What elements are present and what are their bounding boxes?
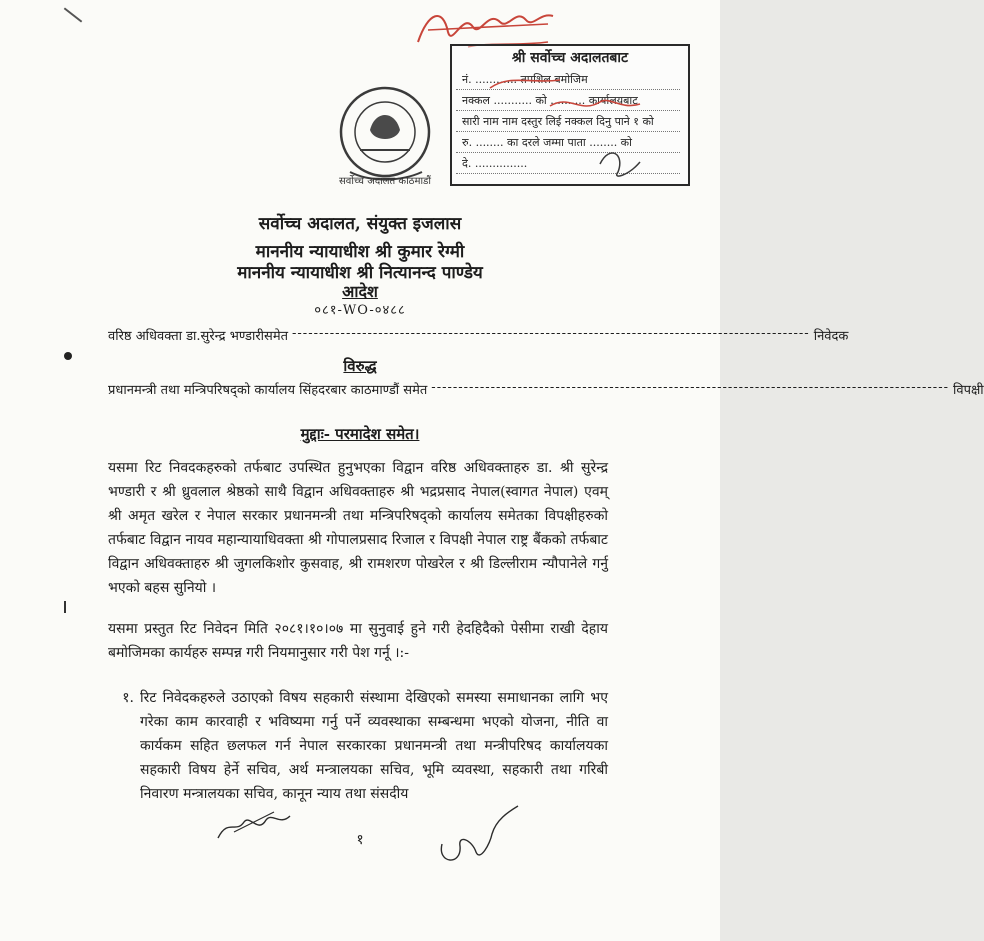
judge-1: माननीय न्यायाधीश श्री कुमार रेग्मी bbox=[255, 242, 465, 262]
seal-text: सर्वोच्च अदालत काठमाडौं bbox=[339, 176, 431, 187]
stamp-line: नं. ............ तपशिल बमोजिम bbox=[456, 71, 680, 90]
stamp-title: श्री सर्वोच्च अदालतबाट bbox=[511, 50, 629, 66]
order-title: आदेश bbox=[342, 282, 378, 301]
court-seal bbox=[330, 80, 440, 190]
stamp-handwriting bbox=[450, 44, 686, 182]
order-item-1 bbox=[108, 686, 608, 806]
stamp-line: सारी नाम नाम दस्तुर लिई नक्कल दिनु पाने १ को bbox=[456, 113, 680, 132]
dash-leader: ------------------------------------------------------------------------------------------------ bbox=[292, 326, 810, 341]
margin-tick bbox=[64, 601, 66, 613]
paragraph-order: यसमा प्रस्तुत रिट निवेदन मिति २०८१।१०।०७ मा सुनुवाई हुने गरी हेदहिदैको पेसीमा राखी देहाय बमोजिमका कार्यहरु सम्पन्न गरी नियमानुसार गरी पेश गर्नू ।:- bbox=[108, 621, 608, 661]
page-number: १ bbox=[356, 832, 364, 848]
stamp-line: दे. ............... bbox=[456, 155, 680, 174]
petitioner-row bbox=[108, 326, 849, 344]
item-number: १. bbox=[122, 690, 134, 706]
paragraph-hearing: यसमा रिट निवदकहरुको तर्फबाट उपस्थित हुनुभएका विद्वान वरिष्ठ अधिवक्ताहरु डा. श्री सुरेन्द्र भण्डारी र श्री ध्रुवलाल श्रेष्ठको साथै विद्वान अधिवक्ताहरु श्री भद्रप्रसाद नेपाल(स्वागत नेपाल) एवम् श्री अमृत खरेल र नेपाल सरकार प्रधानमन्त्री तथा मन्त्रिपरिषद्को कार्यालय समेतका विपक्षीहरुको तर्फबाट विद्वान नायव महान्यायाधिवक्ता श्री गोपालप्रसाद रिजाल र विपक्षी नेपाल राष्ट्र बैंकको तर्फबाट विद्वान अधिवक्ताहरु श्री जुगलकिशोर कुसवाह, श्री रामशरण पोखरेल र श्री डिल्लीराम न्यौपानेले गर्नु भएको बहस सुनियो । bbox=[108, 460, 608, 596]
petitioner-name: वरिष्ठ अधिवक्ता डा.सुरेन्द्र भण्डारीसमेत bbox=[108, 329, 289, 344]
judge-signature-right bbox=[432, 804, 522, 874]
respondent-name: प्रधानमन्त्री तथा मन्त्रिपरिषद्को कार्यालय सिंहदरबार काठमाण्डौं समेत bbox=[108, 383, 428, 398]
stamp-line: नक्कल ........... को .......... कार्यालयबाट bbox=[456, 92, 680, 111]
dash-leader: ------------------------------------------------------------------------------------------------ bbox=[431, 380, 949, 395]
corner-scratch bbox=[64, 7, 83, 22]
case-number: ०८१-WO-०४८८ bbox=[314, 303, 406, 318]
versus-label: विरुद्ध bbox=[343, 357, 377, 375]
court-name: सर्वोच्च अदालत, संयुक्त इजलास bbox=[258, 214, 462, 234]
respondent-row bbox=[108, 380, 984, 398]
stamp-line: रु. ........ का दरले जम्मा पाता ........ को bbox=[456, 134, 680, 153]
judge-signature-left bbox=[214, 804, 294, 844]
respondent-role: विपक्षी bbox=[952, 383, 984, 398]
petitioner-role: निवेदक bbox=[813, 329, 849, 344]
item-text: रिट निवेदकहरुले उठाएको विषय सहकारी संस्थामा देखिएको समस्या समाधानका लागि भए गरेका काम कारवाही र भविष्यमा गर्नु पर्ने व्यवस्थाका सम्बन्धमा भएको योजना, नीति वा कार्यकम सहित छलफल गर्न नेपाल सरकारका प्रधानमन्त्री तथा मन्त्रीपरिषद कार्यालयका सहकारी विषय हेर्ने सचिव, अर्थ मन्त्रालयका सचिव, भूमि व्यवस्था, सहकारी तथा गरिबी निवारण मन्त्रालयका सचिव, कानून न्याय तथा संसदीय bbox=[140, 690, 608, 802]
judge-2: माननीय न्यायाधीश श्री नित्यानन्द पाण्डेय bbox=[237, 263, 483, 283]
case-subject: मुद्दाः- परमादेश समेत। bbox=[300, 425, 420, 443]
